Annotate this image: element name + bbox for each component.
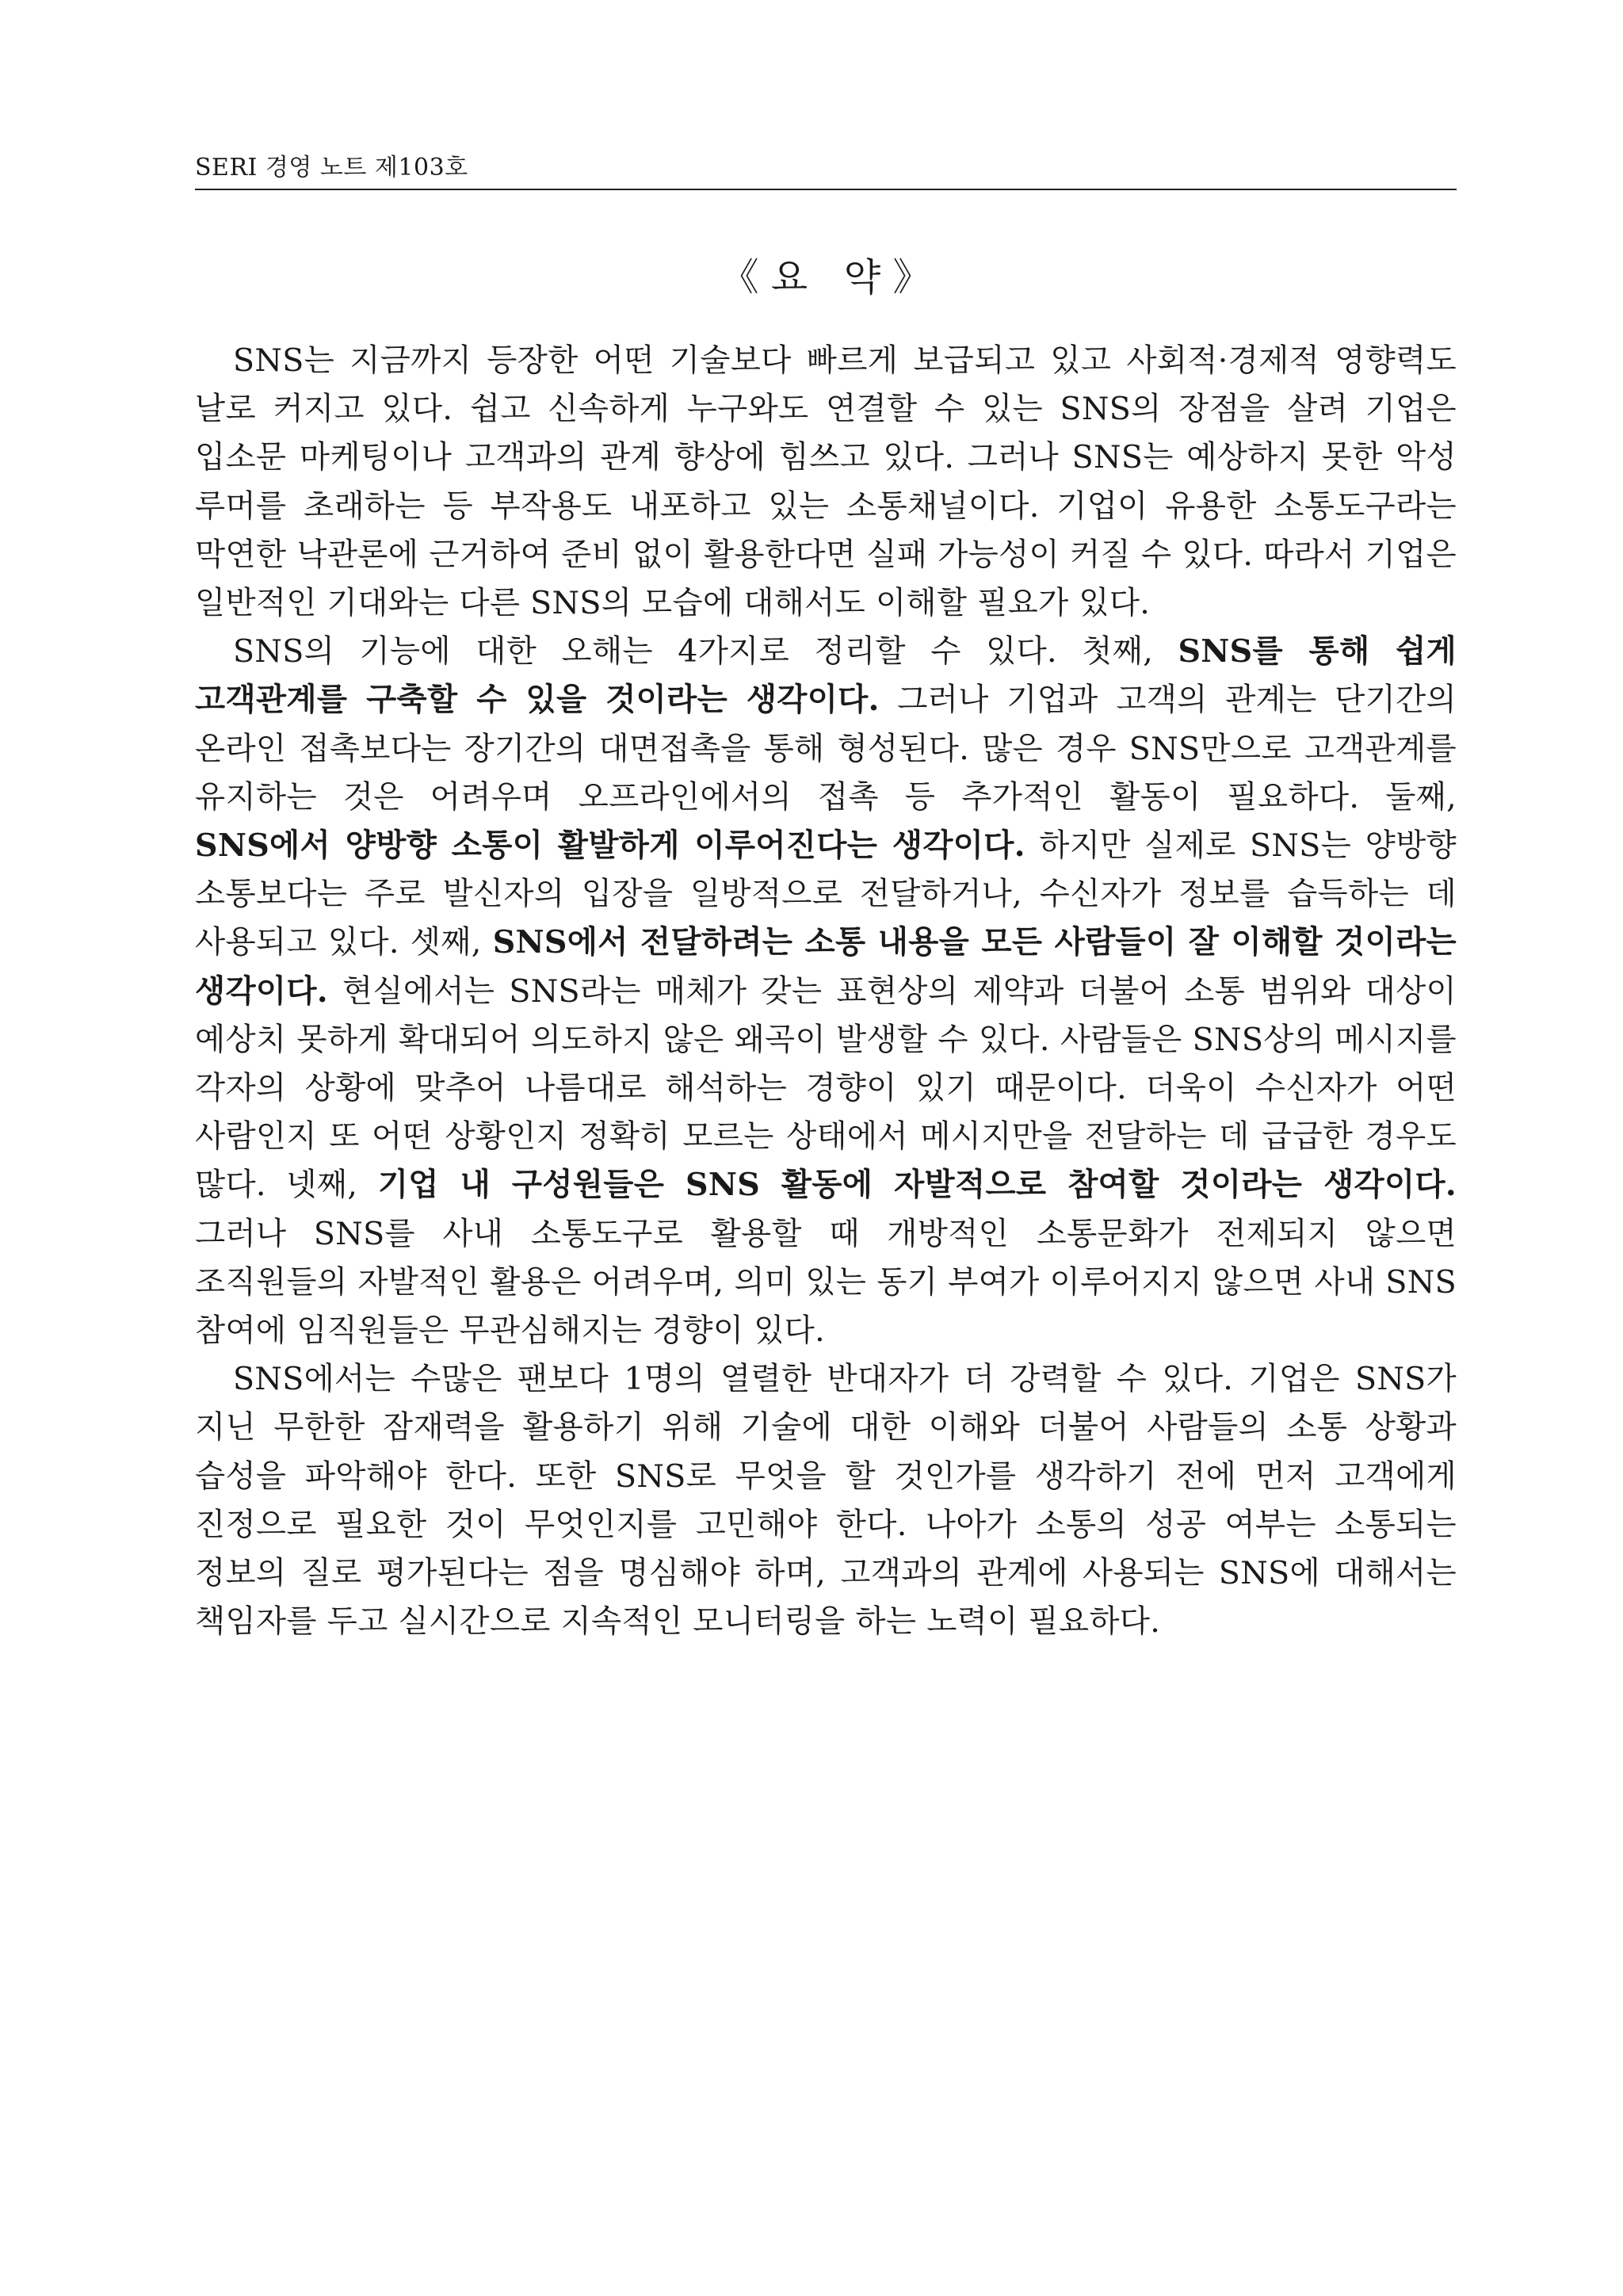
text-segment: 그러나 기업과 고객의 관계는 단기간의 온라인 접촉보다는 장기간의 대면접촉을 통해 형성된다. 많은 경우 SNS만으로 고객관계를 유지하는 것은 어려우며 오프라인에서의 접촉 등 추가적인 활동이 필요하다. 둘째, [195,682,1457,816]
running-header: SERI 경영 노트 제103호 [195,154,468,181]
bold-misconception-1: SNS를 통해 쉽게 고객관계를 구축할 수 있을 것이라는 생각이다. [195,633,1457,719]
text-segment: SNS의 기능에 대한 오해는 4가지로 정리할 수 있다. 첫째, [233,633,1178,670]
bold-misconception-4: 기업 내 구성원들은 SNS 활동에 자발적으로 참여할 것이라는 생각이다. [377,1167,1457,1204]
paragraph-1 [195,337,1457,628]
paragraph-2 [195,628,1457,1355]
summary-title: 《 요 약 》 [720,255,931,300]
text-segment: SNS는 지금까지 등장한 어떤 기술보다 빠르게 보급되고 있고 사회적·경제적 영향력도 날로 커지고 있다. 쉽고 신속하게 누구와도 연결할 수 있는 SNS의 장점을 살려 기업은 입소문 마케팅이나 고객과의 관계 향상에 힘쓰고 있다. 그러나 SNS는 예상하지 못한 악성 루머를 초래하는 등 부작용도 내포하고 있는 소통채널이다. 기업이 유용한 소통도구라는 막연한 낙관론에 근거하여 준비 없이 활용한다면 실패 가능성이 커질 수 있다. 따라서 기업은 일반적인 기대와는 다른 SNS의 모습에 대해서도 이해할 필요가 있다. [195,342,1457,622]
text-segment: 하지만 실제로 SNS는 양방향 소통보다는 주로 발신자의 입장을 일방적으로 전달하거나, 수신자가 정보를 습득하는 데 사용되고 있다. 셋째, [195,827,1457,961]
text-segment: 현실에서는 SNS라는 매체가 갖는 표현상의 제약과 더불어 소통 범위와 대상이 예상치 못하게 확대되어 의도하지 않은 왜곡이 발생할 수 있다. 사람들은 SNS상의 메시지를 각자의 상황에 맞추어 나름대로 해석하는 경향이 있기 때문이다. 더욱이 수신자가 어떤 사람인지 또 어떤 상황인지 정확히 모르는 상태에서 메시지만을 전달하는 데 급급한 경우도 많다. 넷째, [195,972,1457,1204]
header-rule [195,189,1457,190]
text-segment: 그러나 SNS를 사내 소통도구로 활용할 때 개방적인 소통문화가 전제되지 않으면 조직원들의 자발적인 활용은 어려우며, 의미 있는 동기 부여가 이루어지지 않으면 사내 SNS 참여에 임직원들은 무관심해지는 경향이 있다. [195,1215,1457,1350]
bold-misconception-2: SNS에서 양방향 소통이 활발하게 이루어진다는 생각이다. [195,827,1025,865]
bold-misconception-3: SNS에서 전달하려는 소통 내용을 모든 사람들이 잘 이해할 것이라는 생각이다. [195,924,1457,1010]
summary-body [195,337,1457,1646]
text-segment: SNS에서는 수많은 팬보다 1명의 열렬한 반대자가 더 강력할 수 있다. 기업은 SNS가 지닌 무한한 잠재력을 활용하기 위해 기술에 대한 이해와 더불어 사람들의 소통 상황과 습성을 파악해야 한다. 또한 SNS로 무엇을 할 것인가를 생각하기 전에 먼저 고객에게 진정으로 필요한 것이 무엇인지를 고민해야 한다. 나아가 소통의 성공 여부는 소통되는 정보의 질로 평가된다는 점을 명심해야 하며, 고객과의 관계에 사용되는 SNS에 대해서는 책임자를 두고 실시간으로 지속적인 모니터링을 하는 노력이 필요하다. [195,1361,1457,1641]
paragraph-3 [195,1355,1457,1646]
